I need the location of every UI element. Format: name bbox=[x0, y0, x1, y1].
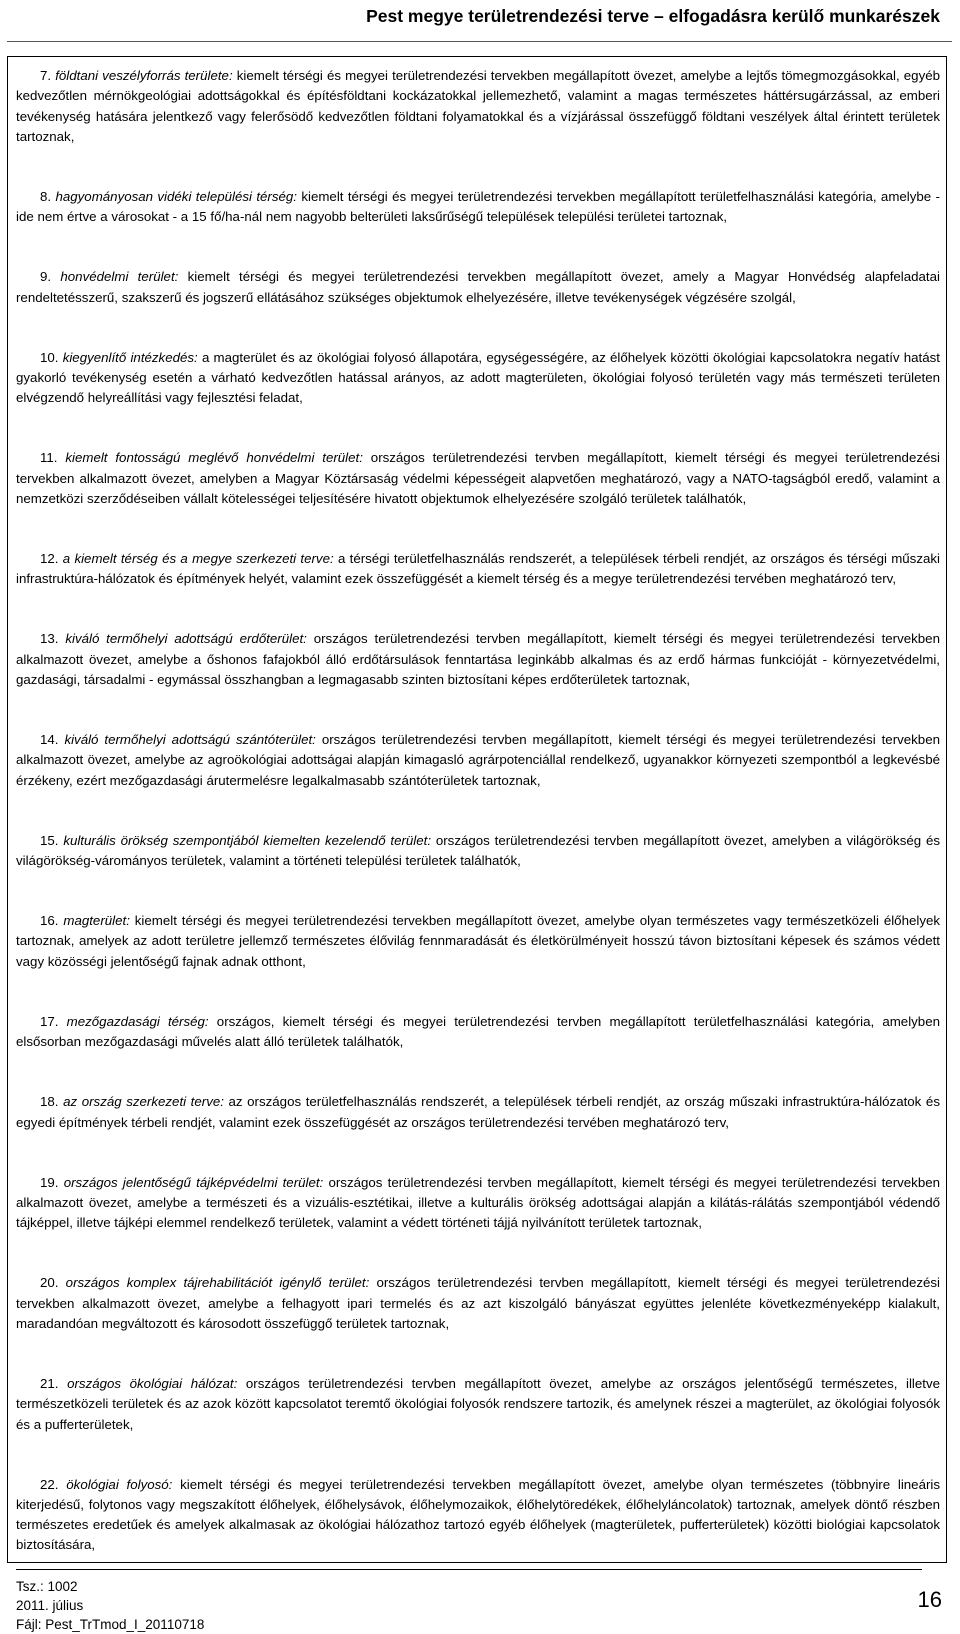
definition-item bbox=[16, 1273, 940, 1334]
definition-item bbox=[16, 1092, 940, 1133]
definition-item bbox=[16, 831, 940, 872]
item-number: 11. bbox=[40, 450, 58, 466]
item-text: országos területrendezési tervben megállapított, kiemelt térségi és megyei területrendezési tervekben alkalmazott övezet, amelybe a természeti és a vizuális-esztétikai, illetve a kulturális örökség adottságai alapján a kilátás-rálátás szempontjából védendő tájképpel, illetve tájképi elemmel rendelkező területek, valamint a védett történeti tájjá nyilvánított területek tartoznak, bbox=[16, 1174, 941, 1231]
item-number: 8. bbox=[40, 188, 52, 204]
definition-item bbox=[16, 187, 940, 228]
item-text: az országos területfelhasználás rendszerét, a települések térbeli rendjét, az ország műszaki infrastruktúra-hálózatok és egyedi építmények térbeli rendjét, valamint ezek összefüggését az országos területrendezési tervében meghatározó terv, bbox=[16, 1094, 940, 1130]
item-text: kiemelt térségi és megyei területrendezési tervekben megállapított területfelhasználási kategória, amelybe - ide nem értve a városokat - a 15 fő/ha-nál nem nagyobb belterületi laksűrűségű települések települési területei tartoznak, bbox=[16, 188, 940, 225]
footer-date: 2011. július bbox=[16, 1598, 84, 1613]
item-text: országos területrendezési tervben megállapított övezet, amelyben a világörökség és világörökség-várományos területek, valamint a történeti települési területek találhatók, bbox=[16, 832, 940, 869]
item-number: 7. bbox=[40, 68, 52, 83]
item-text: országos, kiemelt térségi és megyei területrendezési tervben megállapított területfelhasználási kategória, amelyben elsősorban mezőgazdasági művelés alatt álló területek találhatók, bbox=[16, 1013, 940, 1050]
item-number: 14. bbox=[40, 732, 59, 748]
item-term: hagyományosan vidéki települési térség: bbox=[55, 188, 297, 204]
definition-item bbox=[16, 629, 940, 690]
page-number: 16 bbox=[917, 1587, 942, 1612]
item-term: kiváló termőhelyi adottságú szántóterület: bbox=[64, 732, 316, 748]
definition-item bbox=[16, 448, 940, 509]
footer-tsz: Tsz.: 1002 bbox=[16, 1579, 78, 1594]
item-number: 21. bbox=[40, 1375, 59, 1391]
item-number: 20. bbox=[40, 1275, 59, 1291]
definition-item bbox=[16, 1173, 940, 1234]
item-text: a magterület és az ökológiai folyosó állapotára, egységességére, az élőhelyek közötti ökológiai kapcsolatokra negatív hatást gyakorló tevékenység esetén a várható kedvezőtlen hatással arányos, az adott magterületen, ökológiai folyosó területén vagy más természeti területen elvégzendő helyreállítási vagy fejlesztési feladat, bbox=[16, 349, 940, 406]
item-number: 18. bbox=[40, 1094, 59, 1110]
item-text: országos területrendezési tervben megállapított, kiemelt térségi és megyei területrendezési tervekben alkalmazott övezet, amelybe a őshonos fafajokból álló erdőtársulások fenntartása leginkább alkalmas és az erdő hármas funkcióját - környezetvédelmi, gazdasági, társadalmi - egymással összhangban a legmagasabb szinten biztosítani képes erdőterületek tartoznak, bbox=[16, 631, 940, 688]
item-term: földtani veszélyforrás területe: bbox=[55, 68, 233, 83]
item-number: 17. bbox=[40, 1013, 59, 1029]
item-term: országos ökológiai hálózat: bbox=[67, 1375, 238, 1391]
definition-item bbox=[16, 1475, 940, 1556]
item-term: az ország szerkezeti terve: bbox=[63, 1094, 224, 1110]
item-term: ökológiai folyosó: bbox=[66, 1476, 173, 1492]
definition-item bbox=[16, 911, 940, 972]
item-term: országos jelentőségű tájképvédelmi terület: bbox=[63, 1174, 324, 1190]
item-term: országos komplex tájrehabilitációt igénylő terület: bbox=[65, 1275, 370, 1291]
footer-info bbox=[16, 1577, 204, 1634]
item-number: 19. bbox=[40, 1174, 59, 1190]
item-number: 10. bbox=[40, 349, 59, 365]
definition-item bbox=[16, 549, 940, 590]
item-term: mezőgazdasági térség: bbox=[66, 1013, 209, 1029]
item-text: országos területrendezési tervben megállapított, kiemelt térségi és megyei területrendezési tervekben alkalmazott övezet, amelybe a felhagyott ipari termelés és az azt kiszolgáló bányászat együttes jelenléte következményeképp kialakult, maradandóan megváltozott és károsodott összefüggő területek tartoznak, bbox=[16, 1275, 941, 1331]
item-text: országos területrendezési tervben megállapított, kiemelt térségi és megyei területrendezési tervekben alkalmazott övezet, amelyben a Magyar Köztársaság védelmi képességeit alapvetően meghatározó, vagy a NATO-tagságból eredő, valamint a nemzetközi szerződéseiben vállalt kötelességei teljesítésére hivatott objektumok elhelyezésére szolgáló területek találhatók, bbox=[16, 450, 940, 506]
definition-item bbox=[16, 730, 940, 791]
item-term: kulturális örökség szempontjából kiemelten kezelendő terület: bbox=[63, 832, 432, 848]
item-term: magterület: bbox=[63, 913, 130, 929]
item-number: 9. bbox=[40, 269, 52, 285]
item-text: országos területrendezési tervben megállapított, kiemelt térségi és megyei területrendezési tervekben alkalmazott övezet, amelybe az agroökológiai adottságai alapján kimagasló agrárpotenciállal rendelkező, ugyanakkor környezeti szempontból a legkevésbé érzékeny, ezért mezőgazdasági árutermelésre legalkalmasabb szántóterületek tartoznak, bbox=[16, 732, 940, 788]
item-text: országos területrendezési tervben megállapított övezet, amelybe az országos jelentőségű természetes, illetve természetközeli területek és az azok között kapcsolatot teremtő ökológiai folyosók rendszere tartozik, és amelynek részei a magterület, az ökológiai folyosók és a pufferterületek, bbox=[16, 1375, 941, 1432]
item-text: kiemelt térségi és megyei területrendezési tervekben megállapított övezet, amelybe olyan természetes vagy természetközeli élőhelyek tartoznak, amelyek az adott területre jellemző természetes élővilág fennmaradását és életkörülményeit hosszú távon biztosítani képesek és számos védett vagy közösségi jelentőségű fajnak adnak otthont, bbox=[16, 913, 941, 969]
item-term: honvédelmi terület: bbox=[60, 269, 179, 285]
footer-file: Fájl: Pest_TrTmod_I_20110718 bbox=[16, 1617, 205, 1632]
item-term: kiváló termőhelyi adottságú erdőterület: bbox=[65, 631, 307, 647]
definition-item bbox=[16, 66, 940, 147]
item-term: a kiemelt térség és a megye szerkezeti terve: bbox=[62, 551, 334, 567]
header-divider bbox=[7, 41, 952, 42]
item-number: 15. bbox=[40, 832, 59, 848]
item-text: kiemelt térségi és megyei területrendezési tervekben megállapított övezet, amelybe a lejtős tömegmozgásokkal, egyéb kedvezőtlen mérnökgeológiai adottságokkal és építésföldtani kockázatokkal jellemezhető, valamint a magas természetes háttérsugárzással, az emberi tevékenység hatására jelentkező vagy felerősödő kedvezőtlen földtani folyamatokkal és a vízjárással összefüggő földtani veszélyek által érintett területek tartoznak, bbox=[16, 68, 941, 144]
item-term: kiegyenlítő intézkedés: bbox=[62, 349, 198, 365]
definition-item bbox=[16, 1012, 940, 1053]
item-number: 12. bbox=[40, 551, 59, 567]
item-text: kiemelt térségi és megyei területrendezési tervekben megállapított övezet, amelybe olyan természetes (többnyire lineáris kiterjedésű, folytonos vagy megszakított élőhelyek, élőhelysávok, élőhelymozaikok, élőhelytöredékek, élőhelyláncolatok) tartoznak, amelyek döntő részben természetes eredetűek és amelyek alkalmasak az ökológiai hálózathoz tartozó egyéb élőhelyek (magterületek, pufferterületek) közötti biológiai kapcsolatok biztosítására, bbox=[16, 1476, 940, 1553]
item-number: 13. bbox=[40, 631, 59, 647]
item-number: 16. bbox=[40, 913, 59, 929]
definition-item bbox=[16, 267, 940, 308]
page-header-title: Pest megye területrendezési terve – elfogadásra kerülő munkarészek bbox=[366, 6, 940, 26]
definition-list bbox=[16, 66, 940, 1556]
definition-item bbox=[16, 348, 940, 409]
definition-item bbox=[16, 1374, 940, 1435]
footer-divider bbox=[16, 1569, 922, 1570]
item-text: kiemelt térségi és megyei területrendezési tervekben megállapított övezet, amely a Magyar Honvédség alapfeladatai rendeltetésszerű, szakszerű és jogszerű ellátásához szükséges objektumok elhelyezésére, illetve tevékenységek végzésére szolgál, bbox=[16, 269, 940, 305]
item-number: 22. bbox=[40, 1476, 59, 1492]
item-term: kiemelt fontosságú meglévő honvédelmi terület: bbox=[65, 450, 363, 466]
item-text: a térségi területfelhasználás rendszerét, a települések térbeli rendjét, az országos és térségi műszaki infrastruktúra-hálózatok és építmények helyét, valamint ezek összefüggését a kiemelt térség és a megye területrendezési tervében meghatározó terv, bbox=[16, 551, 940, 587]
